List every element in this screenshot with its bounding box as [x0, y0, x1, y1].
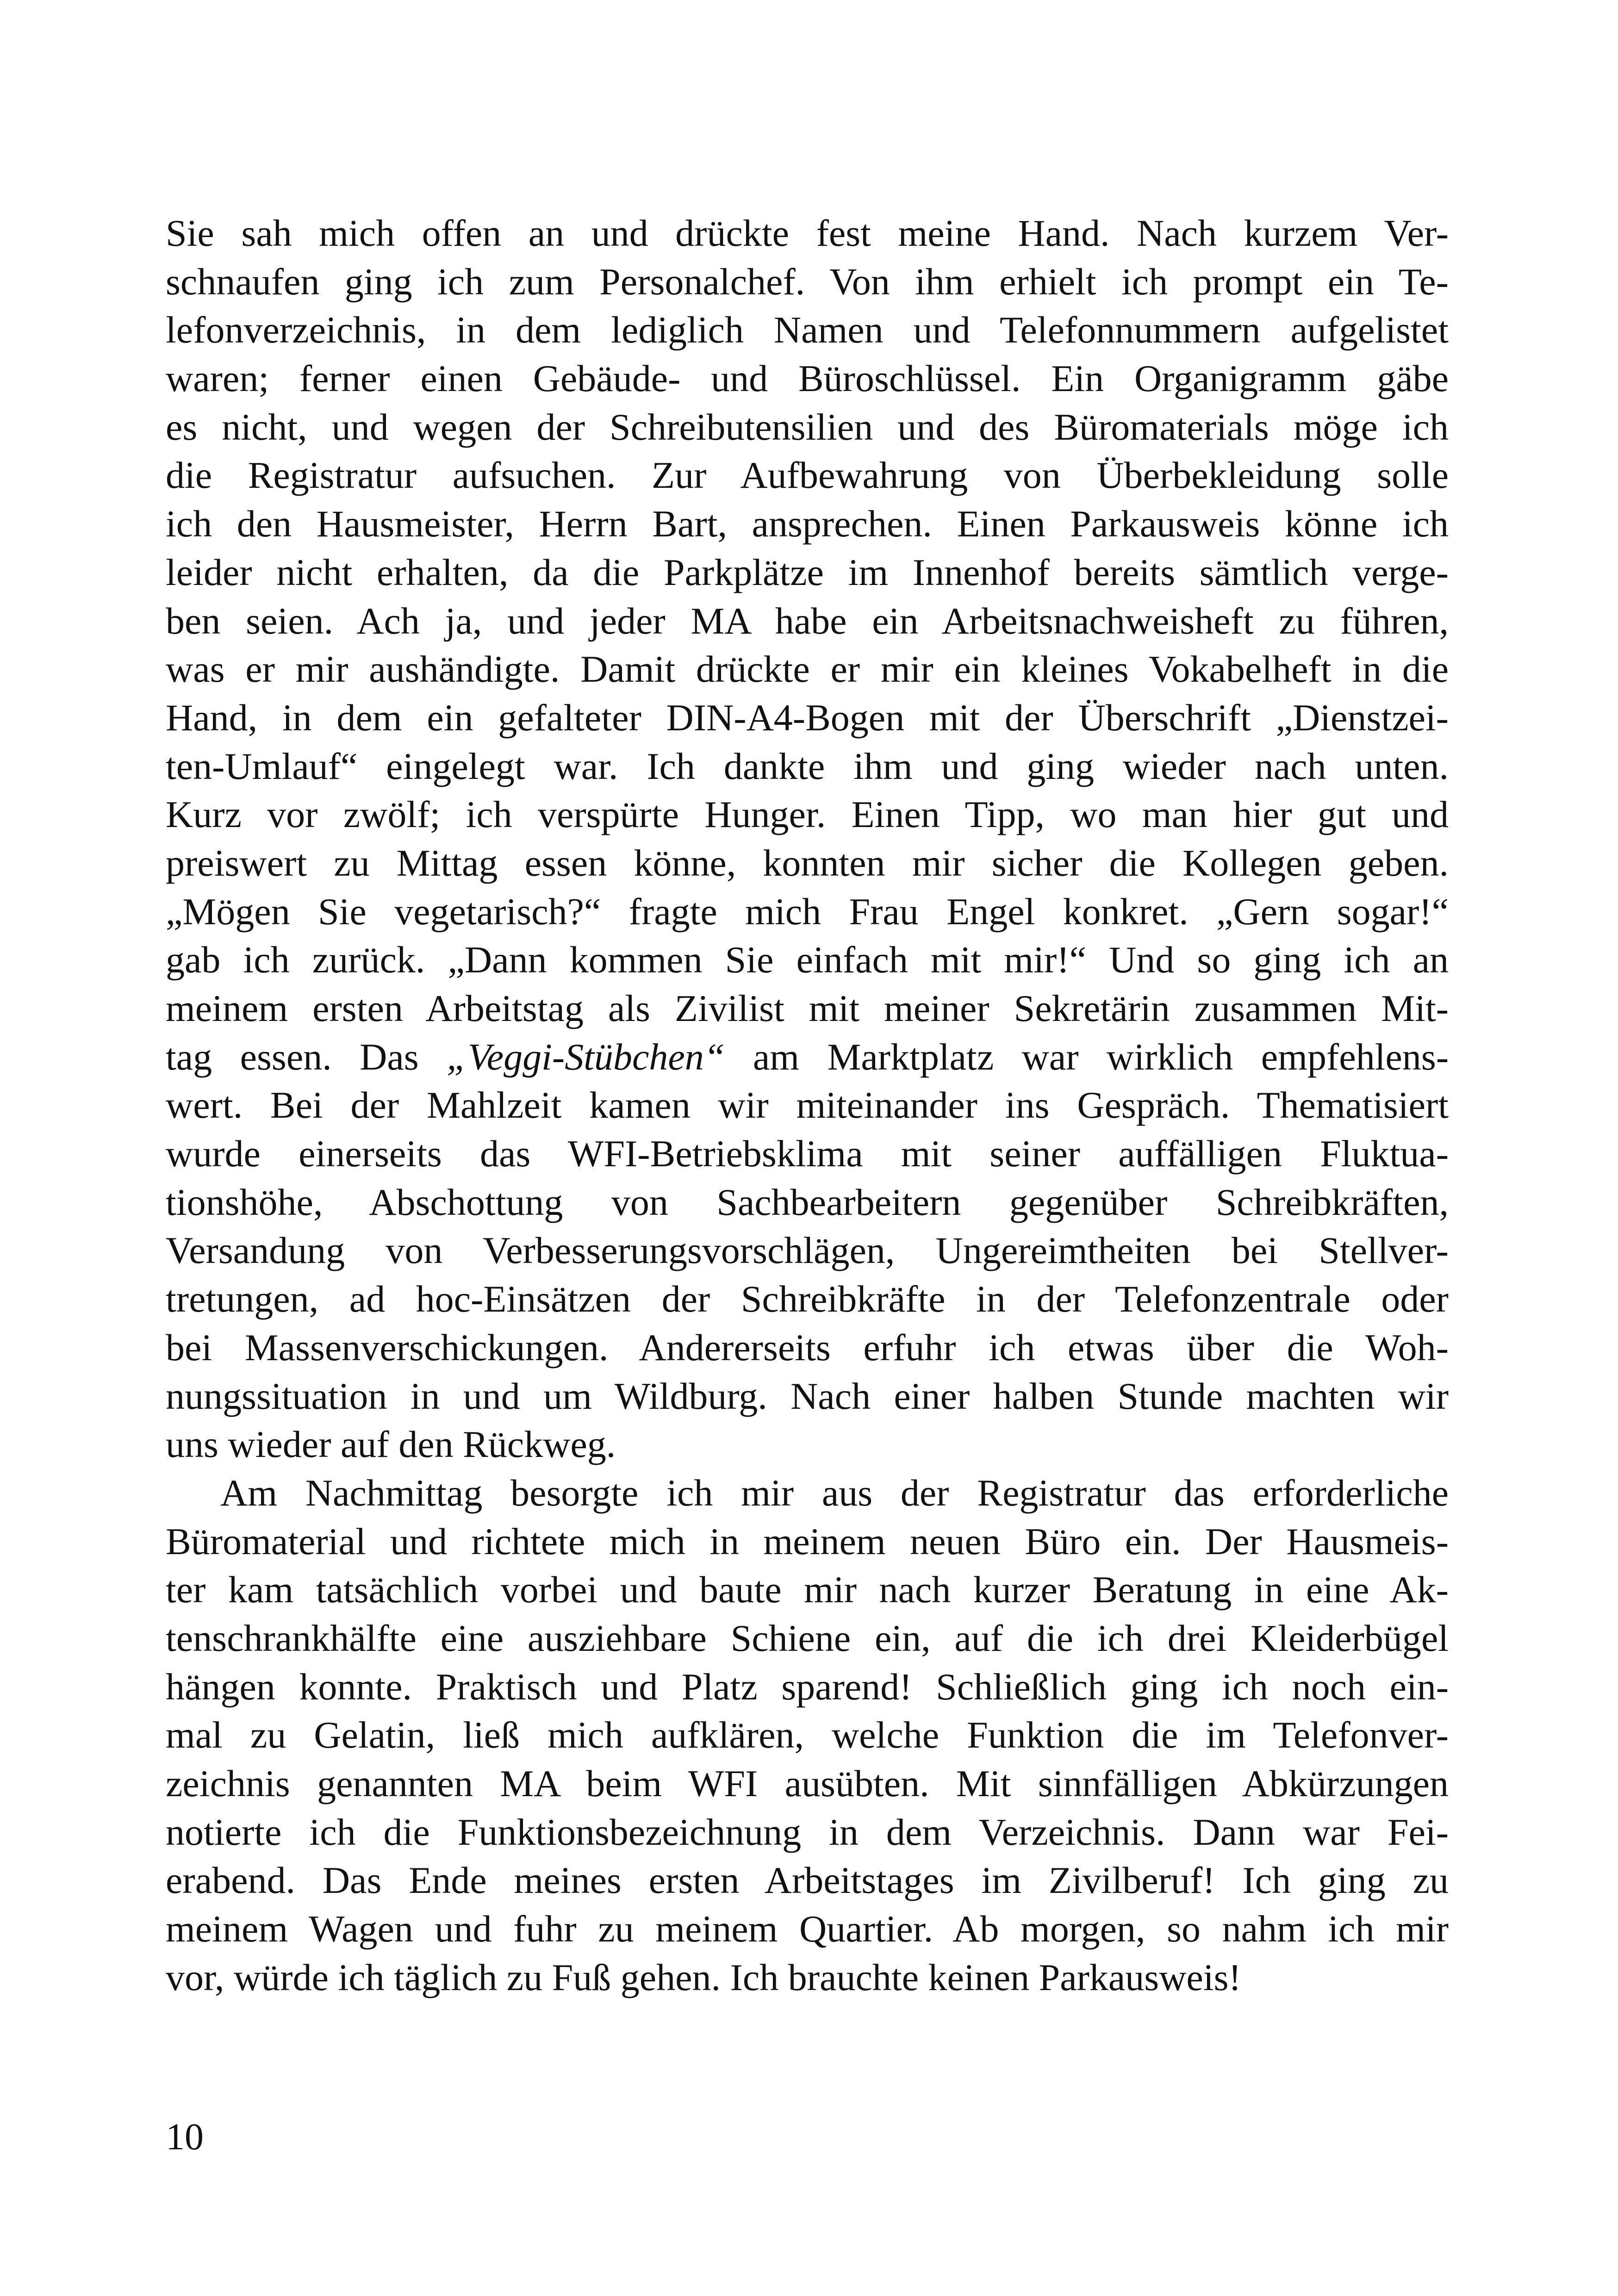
text-fragment: am Marktplatz war wirklich empfehlens-: [725, 1035, 1449, 1078]
text-line: „Mögen Sie vegetarisch?“ fragte mich Frau Engel konkret. „Gern sogar!“: [166, 890, 1449, 933]
text-line: uns wieder auf den Rückweg.: [166, 1423, 616, 1466]
text-line: vor, würde ich täglich zu Fuß gehen. Ich brauchte keinen Parkausweis!: [166, 1956, 1241, 1998]
text-line: tionshöhe, Abschottung von Sachbearbeitern gegenüber Schreibkräften,: [166, 1181, 1449, 1223]
text-line: meinem ersten Arbeitstag als Zivilist mit meiner Sekretärin zusammen Mit-: [166, 987, 1449, 1029]
paragraph-2: [166, 1469, 1449, 2002]
text-line: ter kam tatsächlich vorbei und baute mir nach kurzer Beratung in eine Ak-: [166, 1568, 1449, 1611]
text-line: tretungen, ad hoc-Einsätzen der Schreibkräfte in der Telefonzentrale oder: [166, 1278, 1449, 1320]
text-line: ten-Umlauf“ eingelegt war. Ich dankte ihm und ging wieder nach unten.: [166, 745, 1449, 787]
text-line: lefonverzeichnis, in dem lediglich Namen und Telefonnummern aufgelistet: [166, 309, 1449, 351]
text-line: ich den Hausmeister, Herrn Bart, ansprechen. Einen Parkausweis könne ich: [166, 503, 1449, 545]
text-line: ben seien. Ach ja, und jeder MA habe ein Arbeitsnachweisheft zu führen,: [166, 599, 1449, 642]
text-line: wert. Bei der Mahlzeit kamen wir miteinander ins Gespräch. Thematisiert: [166, 1084, 1449, 1126]
text-line: Versandung von Verbesserungsvorschlägen, Ungereimtheiten bei Stellver-: [166, 1229, 1449, 1272]
restaurant-name: „Veggi-Stübchen“: [447, 1035, 725, 1078]
text-line: Sie sah mich offen an und drückte fest meine Hand. Nach kurzem Ver-: [166, 212, 1449, 254]
text-line: was er mir aushändigte. Damit drückte er mir ein kleines Vokabelheft in die: [166, 648, 1449, 691]
text-line: erabend. Das Ende meines ersten Arbeitstages im Zivilberuf! Ich ging zu: [166, 1859, 1449, 1902]
text-line: gab ich zurück. „Dann kommen Sie einfach mit mir!“ Und so ging ich an: [166, 939, 1449, 981]
paragraph-1: [166, 209, 1449, 1469]
text-line: schnaufen ging ich zum Personalchef. Von ihm erhielt ich prompt ein Te-: [166, 260, 1449, 303]
text-line: notierte ich die Funktionsbezeichnung in dem Verzeichnis. Dann war Fei-: [166, 1811, 1449, 1853]
text-line: es nicht, und wegen der Schreibutensilien und des Büromaterials möge ich: [166, 405, 1449, 448]
text-line: Hand, in dem ein gefalteter DIN-A4-Bogen mit der Überschrift „Dienstzei-: [166, 696, 1449, 739]
text-line: wurde einerseits das WFI-Betriebsklima mit seiner auffälligen Fluktua-: [166, 1132, 1449, 1175]
text-line: mal zu Gelatin, ließ mich aufklären, welche Funktion die im Telefonver-: [166, 1714, 1449, 1756]
text-line: tenschrankhälfte eine ausziehbare Schiene ein, auf die ich drei Kleiderbügel: [166, 1617, 1449, 1659]
text-line: zeichnis genannten MA beim WFI ausübten. Mit sinnfälligen Abkürzungen: [166, 1762, 1449, 1804]
text-line: die Registratur aufsuchen. Zur Aufbewahrung von Überbekleidung solle: [166, 454, 1449, 497]
text-line: meinem Wagen und fuhr zu meinem Quartier. Ab morgen, so nahm ich mir: [166, 1908, 1449, 1950]
text-line: preiswert zu Mittag essen könne, konnten mir sicher die Kollegen geben.: [166, 841, 1449, 884]
text-line: nungssituation in und um Wildburg. Nach einer halben Stunde machten wir: [166, 1375, 1449, 1417]
text-fragment: tag essen. Das: [166, 1035, 447, 1078]
text-line: waren; ferner einen Gebäude- und Büroschlüssel. Ein Organigramm gäbe: [166, 357, 1449, 400]
text-line: Büromaterial und richtete mich in meinem neuen Büro ein. Der Hausmeis-: [166, 1520, 1449, 1562]
text-line: leider nicht erhalten, da die Parkplätze im Innenhof bereits sämtlich verge-: [166, 551, 1449, 593]
page-number: 10: [166, 2116, 204, 2158]
text-line: Kurz vor zwölf; ich verspürte Hunger. Einen Tipp, wo man hier gut und: [166, 793, 1449, 836]
text-line: Am Nachmittag besorgte ich mir aus der Registratur das erforderliche: [220, 1471, 1449, 1514]
text-line: bei Massenverschickungen. Andererseits erfuhr ich etwas über die Woh-: [166, 1326, 1449, 1369]
text-line: [166, 1033, 1449, 1082]
text-line: hängen konnte. Praktisch und Platz sparend! Schließlich ging ich noch ein-: [166, 1665, 1449, 1708]
body-text: [166, 209, 1449, 2002]
